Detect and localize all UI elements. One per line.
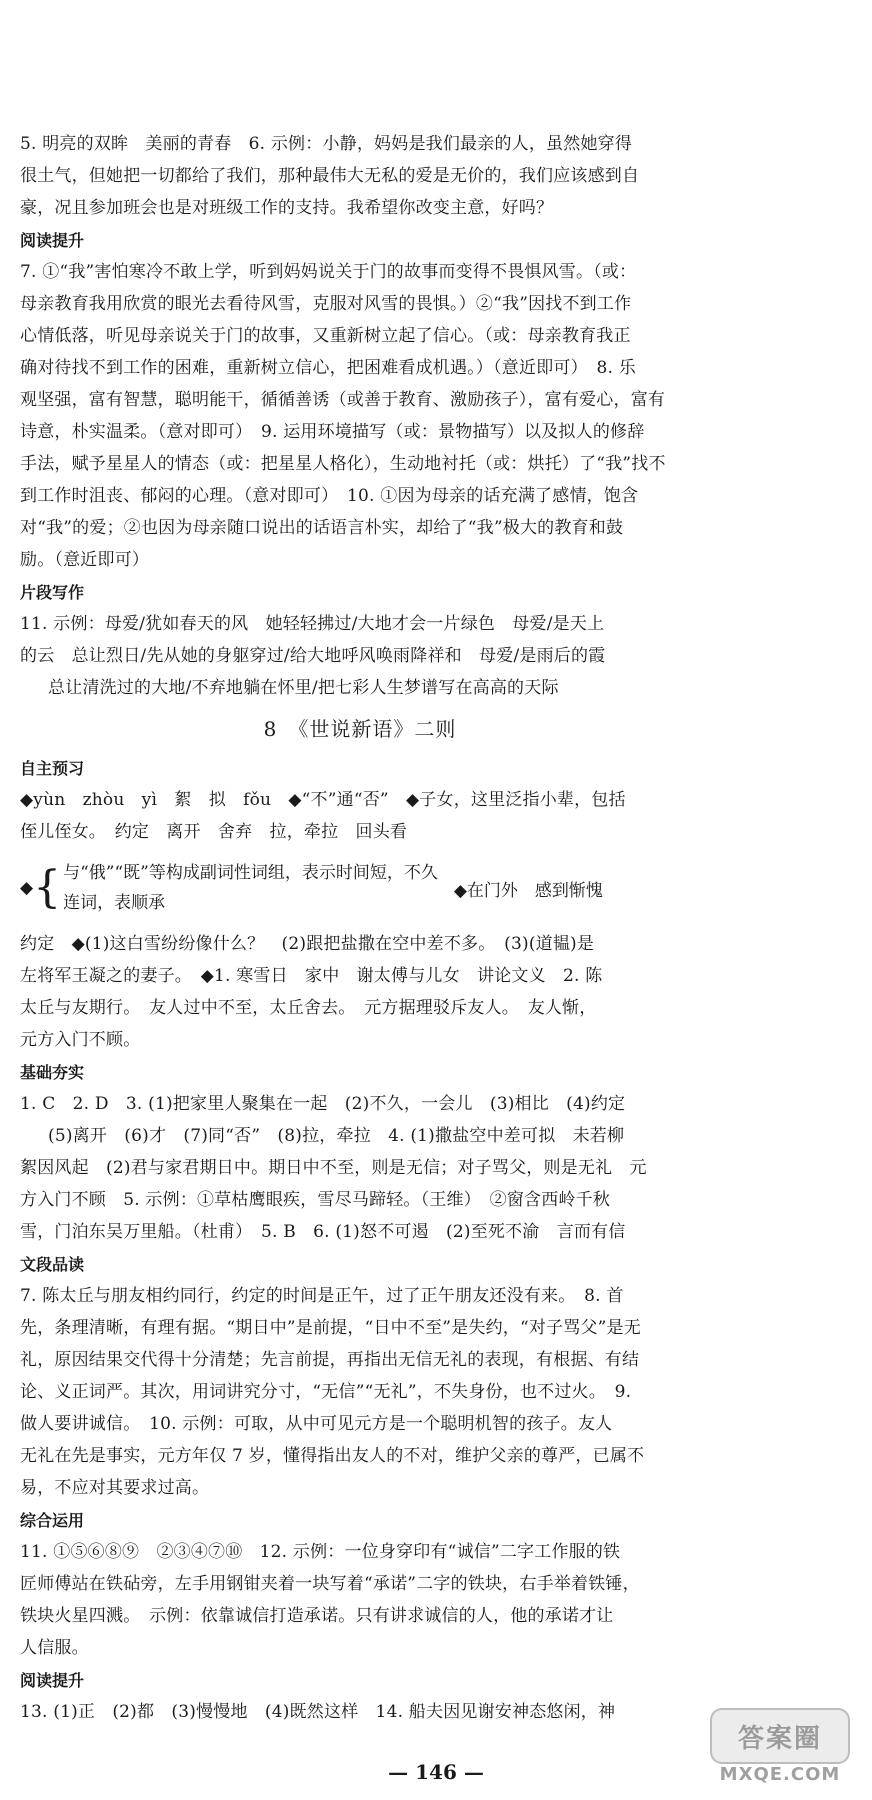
text-line: 左将军王凝之的妻子。 ◆1. 寒雪日 家中 谢太傅与儿女 讲论文义 2. 陈 [20, 966, 603, 986]
text-line: 诗意，朴实温柔。（意对即可） 9. 运用环境描写（或：景物描写）以及拟人的修辞 [20, 422, 645, 442]
text-line: 人信服。 [20, 1638, 89, 1658]
text-line: 方入门不顾 5. 示例：①草枯鹰眼疾，雪尽马蹄轻。（王维） ②窗含西岭千秋 [20, 1190, 611, 1210]
text-line: 观坚强，富有智慧，聪明能干，循循善诱（或善于教育、激励孩子），富有爱心，富有 [20, 390, 666, 410]
text-line: 絮因风起 (2)君与家君期日中。期日中不至，则是无信；对子骂父，则是无礼 元 [20, 1158, 647, 1178]
brace-line: 连词，表顺承 [63, 893, 166, 913]
text-line: 先，条理清晰，有理有据。“期日中”是前提，“日中不至”是失约，“对子骂父”是无 [20, 1318, 641, 1338]
text-line: 总让清洗过的大地/不弃地躺在怀里/把七彩人生梦谱写在高高的天际 [48, 678, 559, 698]
text-line: 心情低落，听见母亲说关于门的故事，又重新树立起了信心。（或：母亲教育我正 [20, 326, 631, 346]
section-heading-reading: 阅读提升 [20, 231, 85, 250]
text-line: 侄儿侄女。 约定 离开 舍弃 拉，牵拉 回头看 [20, 822, 408, 842]
lesson-title: 8 《世说新语》二则 [263, 717, 457, 741]
left-brace-icon: { [33, 862, 62, 913]
section-heading-preview: 自主预习 [20, 759, 85, 778]
section-heading-reading-2: 阅读提升 [20, 1671, 85, 1690]
section-heading-basics: 基础夯实 [20, 1063, 85, 1082]
answer-content [20, 128, 700, 1728]
text-line: 11. ①⑤⑥⑧⑨ ②③④⑦⑩ 12. 示例：一位身穿印有“诚信”二字工作服的铁 [20, 1542, 621, 1562]
brace-definition [20, 854, 700, 922]
text-line: 论、义正词严。其次，用词讲究分寸，“无信”“无礼”，不失身份，也不过火。 9. [20, 1382, 632, 1402]
text-line: 无礼在先是事实，元方年仅 7 岁，懂得指出友人的不对，维护父亲的尊严，已属不 [20, 1446, 645, 1466]
watermark-url: MXQE.COM [719, 1764, 841, 1785]
diamond-bullet: ◆ [20, 878, 34, 898]
text-line: 手法，赋予星星人的情态（或：把星星人格化），生动地衬托（或：烘托）了“我”找不 [20, 454, 666, 474]
text-line: 7. 陈太丘与朋友相约同行，约定的时间是正午，过了正午朋友还没有来。 8. 首 [20, 1286, 624, 1306]
text-line: 很土气，但她把一切都给了我们，那种最伟大无私的爱是无价的，我们应该感到自 [20, 166, 640, 186]
text-line: 太丘与友期行。 友人过中不至，太丘舍去。 元方据理驳斥友人。 友人惭， [20, 998, 597, 1018]
text-line: 励。（意近即可） [20, 550, 150, 570]
text-line: 豪，况且参加班会也是对班级工作的支持。我希望你改变主意，好吗？ [20, 198, 554, 218]
text-line: 做人要讲诚信。 10. 示例：可取，从中可见元方是一个聪明机智的孩子。友人 [20, 1414, 613, 1434]
page-number: — 146 — [388, 1760, 484, 1784]
watermark-logo [710, 1708, 850, 1788]
section-heading-text: 文段品读 [20, 1255, 85, 1274]
text-line: 易，不应对其要求过高。 [20, 1478, 210, 1498]
text-line: 到工作时沮丧、郁闷的心理。（意对即可） 10. ①因为母亲的话充满了感情，饱含 [20, 486, 639, 506]
brace-line: 与“俄”“既”等构成副词性词组，表示时间短，不久 [63, 863, 438, 883]
watermark-badge: 答案圈 [710, 1708, 850, 1764]
text-line: 7. ①“我”害怕寒冷不敢上学，听到妈妈说关于门的故事而变得不畏惧风雪。（或： [20, 262, 637, 282]
text-line: 11. 示例：母爱/犹如春天的风 她轻轻拂过/大地才会一片绿色 母爱/是天上 [20, 614, 605, 634]
text-line: 确对待找不到工作的困难，重新树立信心，把困难看成机遇。）（意近即可） 8. 乐 [20, 358, 636, 378]
text-line: 对“我”的爱；②也因为母亲随口说出的话语言朴实，却给了“我”极大的教育和鼓 [20, 518, 624, 538]
brace-tail-text: ◆在门外 感到惭愧 [453, 880, 603, 901]
text-line: (5)离开 (6)才 (7)同“否” (8)拉，牵拉 4. (1)撒盐空中差可拟 未若柳 [48, 1126, 625, 1146]
text-line: 铁块火星四溅。 示例：依靠诚信打造承诺。只有讲求诚信的人，他的承诺才让 [20, 1606, 614, 1626]
text-line: 约定 ◆(1)这白雪纷纷像什么？ (2)跟把盐撒在空中差不多。 (3)(道韫)是 [20, 934, 595, 954]
section-heading-writing: 片段写作 [20, 583, 85, 602]
text-line: 13. (1)正 (2)都 (3)慢慢地 (4)既然这样 14. 船夫因见谢安神态悠闲，神 [20, 1702, 616, 1722]
text-line: ◆yùn zhòu yì 絮 拟 fǒu ◆“不”通“否” ◆子女，这里泛指小辈，包括 [20, 790, 626, 810]
text-line: 雪，门泊东吴万里船。（杜甫） 5. B 6. (1)怒不可遏 (2)至死不渝 言而有信 [20, 1222, 626, 1242]
text-line: 母亲教育我用欣赏的眼光去看待风雪，克服对风雪的畏惧。）②“我”因找不到工作 [20, 294, 632, 314]
text-line: 匠师傅站在铁砧旁，左手用钢钳夹着一块写着“承诺”二字的铁块，右手举着铁锤， [20, 1574, 640, 1594]
brace-definitions [63, 858, 438, 918]
section-heading-apply: 综合运用 [20, 1511, 85, 1530]
text-line: 5. 明亮的双眸 美丽的青春 6. 示例：小静，妈妈是我们最亲的人，虽然她穿得 [20, 134, 633, 154]
text-line: 礼，原因结果交代得十分清楚；先言前提，再指出无信无礼的表现，有根据、有结 [20, 1350, 640, 1370]
text-line: 1. C 2. D 3. (1)把家里人聚集在一起 (2)不久，一会儿 (3)相比 (4)约定 [20, 1094, 626, 1114]
text-line: 元方入门不顾。 [20, 1030, 141, 1050]
text-line: 的云 总让烈日/先从她的身躯穿过/给大地呼风唤雨降祥和 母爱/是雨后的霞 [20, 646, 606, 666]
